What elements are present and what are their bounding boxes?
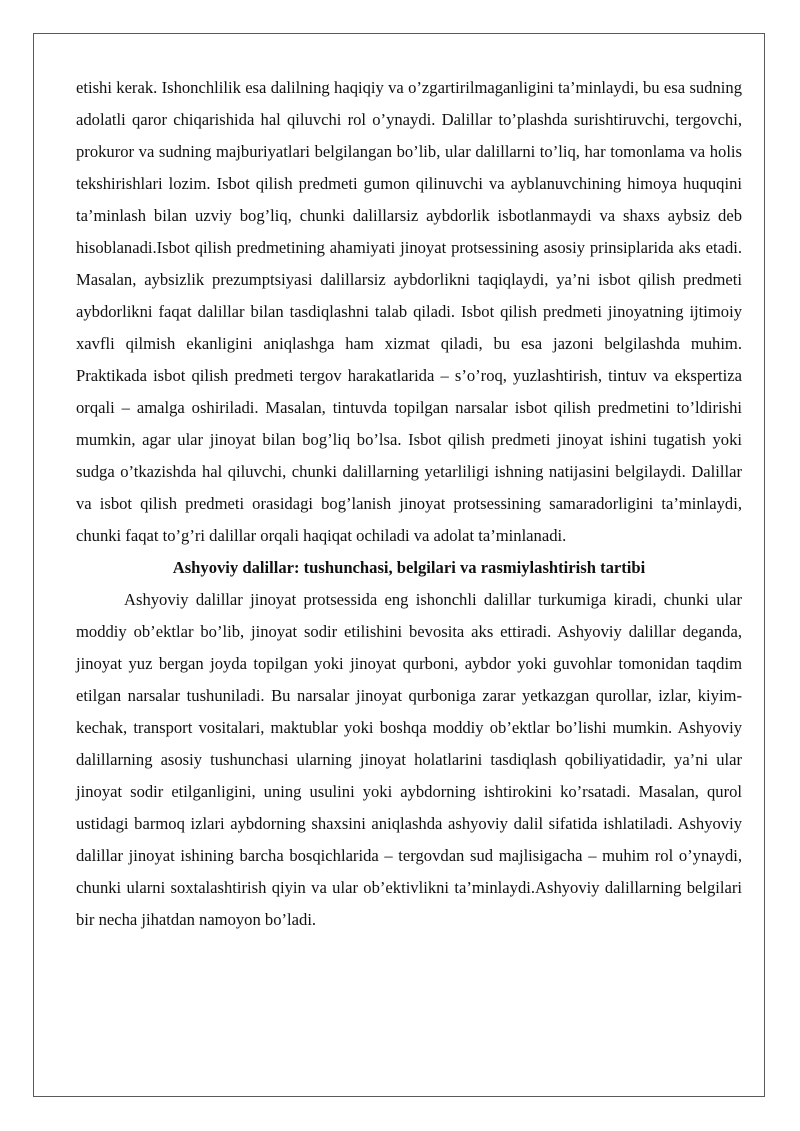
section-heading: Ashyoviy dalillar: tushunchasi, belgilari va rasmiylashtirish tartibi — [172, 558, 646, 577]
body-paragraph: etishi kerak. Ishonchlilik esa dalilning haqiqiy va o’zgartirilmaganligini ta’minlaydi, bu esa sudning adolatli qaror chiqarishida hal qiluvchi rol o’ynaydi. Dalillar to’plashda surishtiruvchi, tergovchi, prokuror va sudning majburiyatlari belgilangan bo’lib, ular dalillarni to’liq, har tomonlama va holis tekshirishlari lozim. Isbot qilish predmeti gumon qilinuvchi va ayblanuvchining himoya huquqini ta’minlash bilan uzviy bog’liq, chunki dalillarsiz aybdorlik isbotlanmaydi va shaxs aybsiz deb hisoblanadi.Isbot qilish predmetining ahamiyati jinoyat protsessining asosiy prinsiplarida aks etadi. Masalan, aybsizlik prezumptsiyasi dalillarsiz aybdorlikni taqiqlaydi, ya’ni isbot qilish predmeti aybdorlikni faqat dalillar bilan tasdiqlashni talab qiladi. Isbot qilish predmeti jinoyatning ijtimoiy xavfli qilmish ekanligini aniqlashga ham xizmat qiladi, bu esa jazoni belgilashda muhim. Praktikada isbot qilish predmeti tergov harakatlarida – s’o’roq, yuzlashtirish, tintuv va ekspertiza orqali – amalga oshiriladi. Masalan, tintuvda topilgan narsalar isbot qilish predmetini to’ldirishi mumkin, agar ular jinoyat bilan bog’liq bo’lsa. Isbot qilish predmeti jinoyat ishini tugatish yoki sudga o’tkazishda hal qiluvchi, chunki dalillarning yetarliligi ishning natijasini belgilaydi. Dalillar va isbot qilish predmeti orasidagi bog’lanish jinoyat protsessining samaradorligini ta’minlaydi, chunki faqat to’g’ri dalillar orqali haqiqat ochiladi va adolat ta’minlanadi. — [76, 78, 742, 545]
body-paragraph: Ashyoviy dalillar jinoyat protsessida eng ishonchli dalillar turkumiga kiradi, chunki ular moddiy ob’ektlar bo’lib, jinoyat sodir etilishini bevosita aks ettiradi. Ashyoviy dalillar deganda, jinoyat yuz bergan joyda topilgan yoki jinoyat qurboni, aybdor yoki guvohlar tomonidan taqdim etilgan narsalar tushuniladi. Bu narsalar jinoyat qurboniga zarar yetkazgan qurollar, izlar, kiyim-kechak, transport vositalari, maktublar yoki boshqa moddiy ob’ektlar bo’lishi mumkin. Ashyoviy dalillarning asosiy tushunchasi ularning jinoyat holatlarini tasdiqlash qobiliyatidadir, ya’ni ular jinoyat sodir etilganligini, uning usulini yoki aybdorning ishtirokini ko’rsatadi. Masalan, qurol ustidagi barmoq izlari aybdorning shaxsini aniqlashda ashyoviy dalil sifatida ishlatiladi. Ashyoviy dalillar jinoyat ishining barcha bosqichlarida – tergovdan sud majlisigacha – muhim rol o’ynaydi, chunki ularni soxtalashtirish qiyin va ular ob’ektivlikni ta’minlaydi.Ashyoviy dalillarning belgilari bir necha jihatdan namoyon bo’ladi. — [76, 590, 742, 929]
document-body — [76, 72, 742, 936]
